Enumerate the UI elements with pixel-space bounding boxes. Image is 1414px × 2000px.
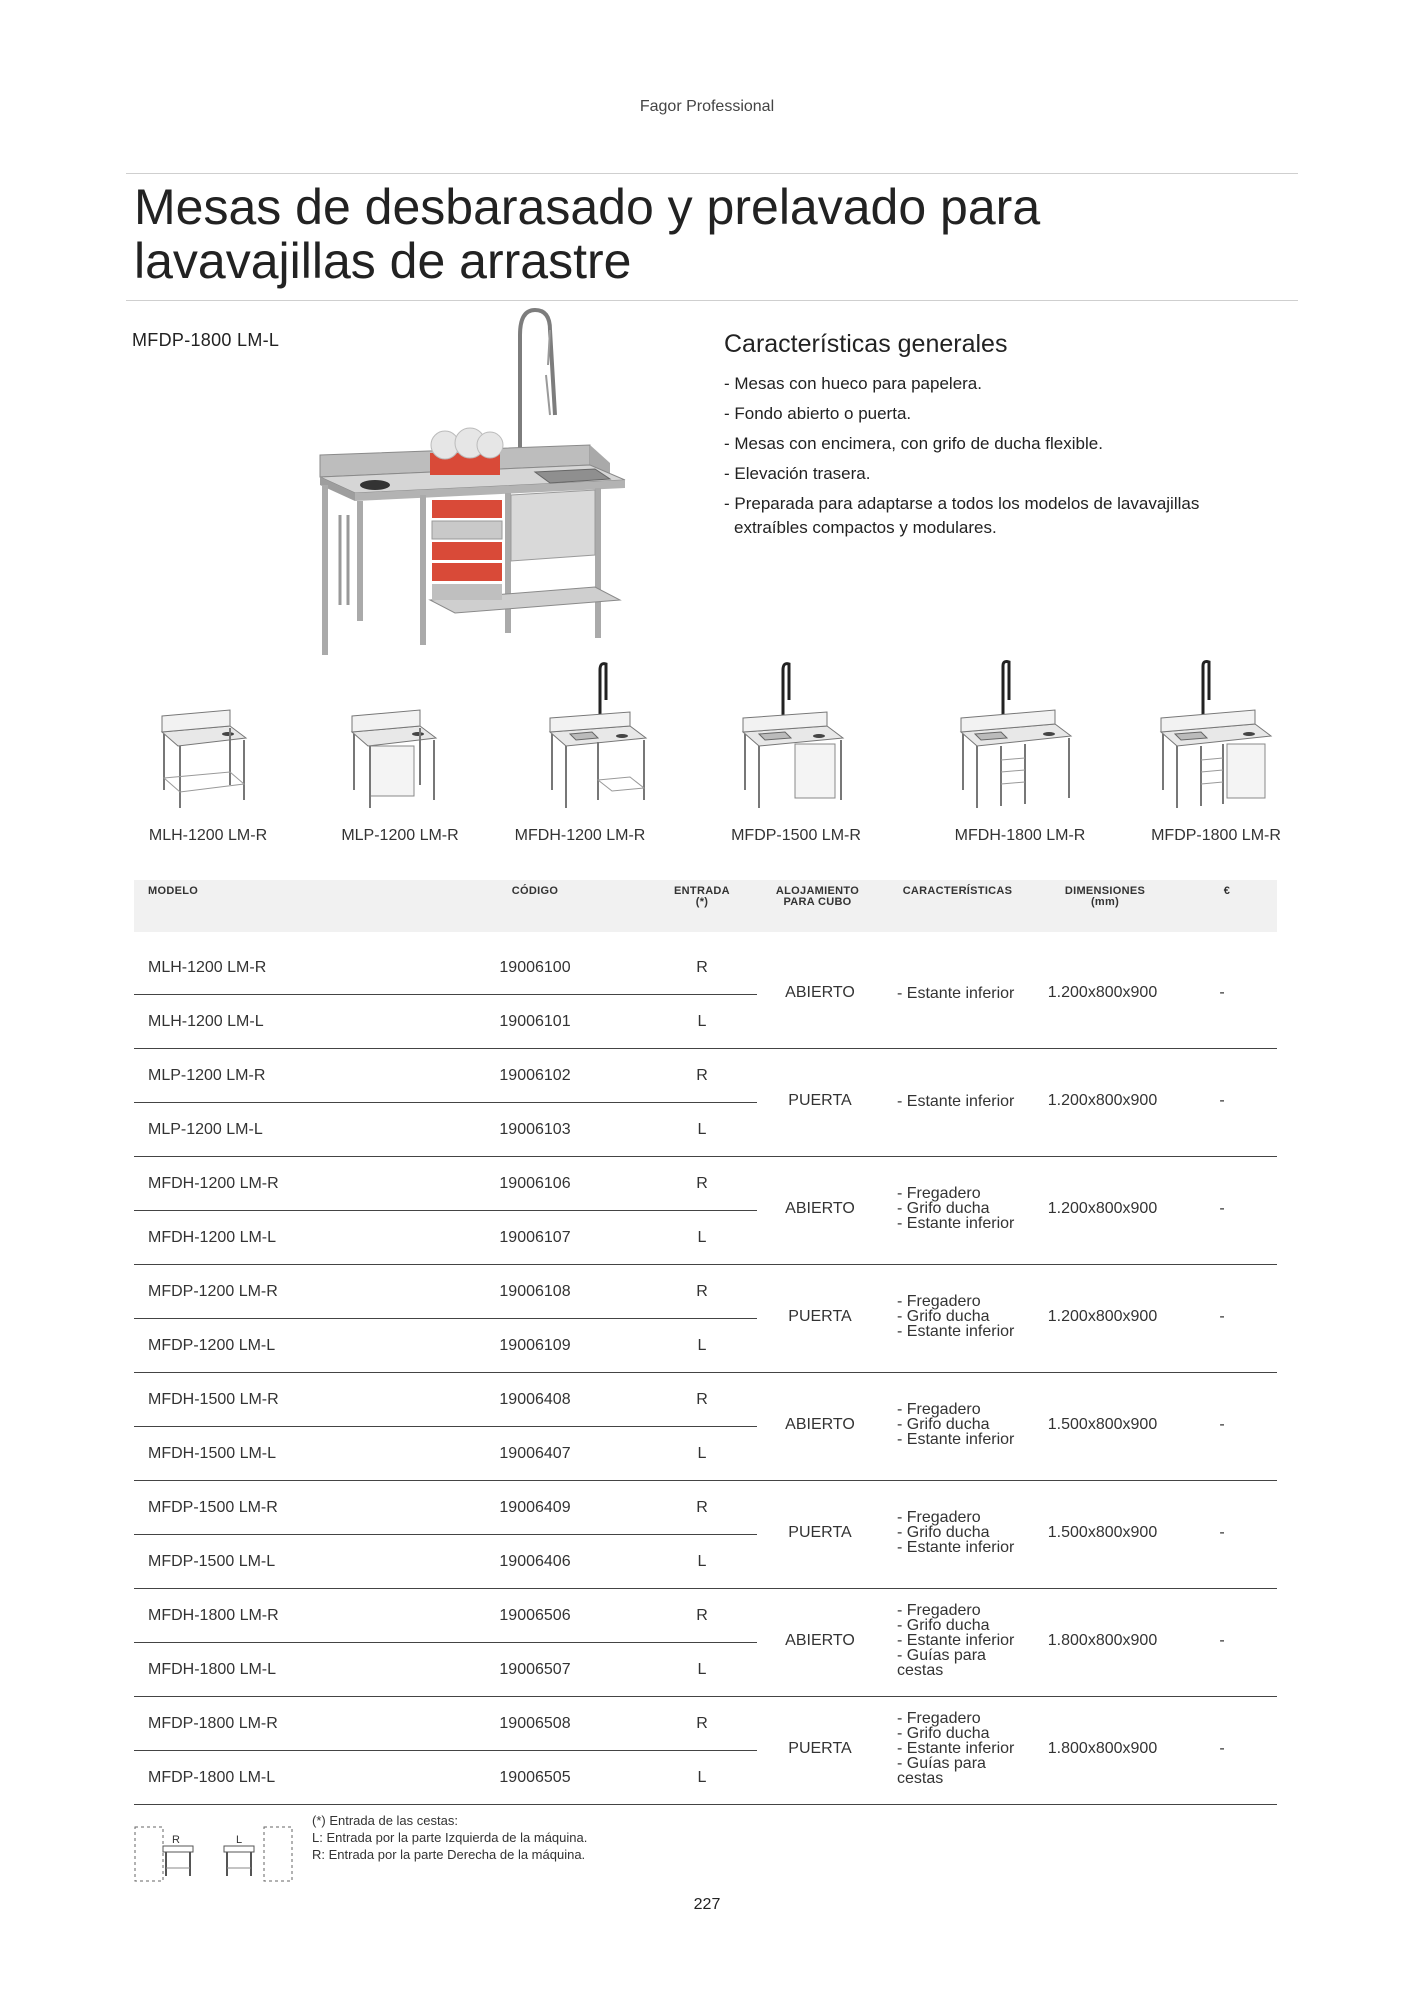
feature-line: - Estante inferior: [897, 1631, 1015, 1649]
row-entry: L: [697, 1661, 707, 1678]
row-entry: R: [696, 1607, 708, 1624]
group-price: -: [1219, 1200, 1225, 1217]
group-divider: [134, 1372, 1277, 1373]
row-entry: R: [696, 1067, 708, 1084]
row-model: MFDH-1800 LM-L: [148, 1661, 277, 1678]
col-header-alojamiento-line-1: ALOJAMIENTO: [775, 885, 860, 897]
row-entry: R: [696, 959, 708, 976]
brand-header: Fagor Professional: [639, 98, 775, 115]
group-price: -: [1219, 984, 1225, 1001]
footnote-title: (*) Entrada de las cestas:: [312, 1813, 458, 1828]
group-price: -: [1219, 1632, 1225, 1649]
group-features: [897, 1711, 1037, 1786]
col-header-dimensiones-line-1: DIMENSIONES: [1064, 885, 1146, 897]
row-model: MFDH-1200 LM-L: [148, 1229, 277, 1246]
row-code: 19006406: [499, 1553, 571, 1570]
feature-line: - Grifo ducha: [897, 1724, 990, 1742]
row-code: 19006101: [499, 1013, 571, 1030]
thumb-label: MFDP-1800 LM-R: [1151, 827, 1281, 844]
row-model: MFDH-1500 LM-R: [148, 1391, 279, 1408]
group-dimensions: 1.500x800x900: [1047, 1416, 1158, 1433]
row-model: MFDP-1200 LM-R: [148, 1283, 278, 1300]
row-model: MFDP-1500 LM-L: [148, 1553, 276, 1570]
row-model: MFDP-1200 LM-L: [148, 1337, 276, 1354]
page-number: 227: [693, 1896, 721, 1913]
feature-line: - Grifo ducha: [897, 1616, 990, 1634]
features-list: [724, 372, 1244, 546]
row-entry: R: [696, 1499, 708, 1516]
row-code: 19006507: [499, 1661, 571, 1678]
page-title-line-1: Mesas de desbarasado y prelavado para: [134, 179, 1041, 235]
feature-item: - Mesas con encimera, con grifo de ducha flexible.: [724, 434, 1103, 453]
feature-line: - Estante inferior: [897, 1430, 1015, 1448]
row-code: 19006102: [499, 1067, 571, 1084]
feature-line: - Fregadero: [897, 1292, 981, 1310]
thumb-mlh-1200-image: [150, 660, 250, 820]
group-housing: ABIERTO: [785, 1416, 855, 1433]
group-dimensions: 1.800x800x900: [1047, 1632, 1158, 1649]
col-header-dimensiones: [1045, 886, 1165, 908]
thumb-mfdh-1200-image: [540, 660, 650, 820]
col-header-modelo: MODELO: [148, 885, 199, 897]
col-header-alojamiento: [760, 886, 875, 908]
row-model: MLP-1200 LM-R: [148, 1067, 266, 1084]
group-price: -: [1219, 1092, 1225, 1109]
thumb-label: MLH-1200 LM-R: [148, 827, 268, 844]
col-header-entrada-line-1: ENTRADA: [674, 885, 730, 897]
row-divider: [134, 1750, 757, 1751]
feature-item: - Mesas con hueco para papelera.: [724, 374, 982, 393]
group-features: [897, 1603, 1037, 1678]
col-header-codigo: CÓDIGO: [511, 885, 559, 897]
row-model: MFDH-1200 LM-R: [148, 1175, 279, 1192]
group-price: -: [1219, 1524, 1225, 1541]
group-features: [897, 1510, 1037, 1555]
page-title-line-2: lavavajillas de arrastre: [134, 233, 632, 289]
thumb-mlp-1200-image: [340, 660, 440, 820]
row-model: MFDH-1800 LM-R: [148, 1607, 279, 1624]
feature-line: - Grifo ducha: [897, 1199, 990, 1217]
row-entry: L: [697, 1013, 707, 1030]
row-model: MFDP-1500 LM-R: [148, 1499, 278, 1516]
row-code: 19006108: [499, 1283, 571, 1300]
diagram-label-r: R: [172, 1834, 180, 1846]
row-entry: R: [696, 1715, 708, 1732]
row-model: MLH-1200 LM-R: [148, 959, 267, 976]
feature-line: - Estante inferior: [897, 1538, 1015, 1556]
feature-line: - Fregadero: [897, 1400, 981, 1418]
feature-line: - Guías para: [897, 1646, 986, 1664]
row-code: 19006109: [499, 1337, 571, 1354]
group-housing: ABIERTO: [785, 1200, 855, 1217]
group-housing: PUERTA: [788, 1308, 852, 1325]
group-divider: [134, 1480, 1277, 1481]
group-dimensions: 1.200x800x900: [1047, 1092, 1158, 1109]
group-divider: [134, 1804, 1277, 1805]
group-dimensions: 1.800x800x900: [1047, 1740, 1158, 1757]
group-housing: PUERTA: [788, 1092, 852, 1109]
feature-line: - Fregadero: [897, 1601, 981, 1619]
col-header-entrada: [652, 886, 752, 908]
row-entry: L: [697, 1445, 707, 1462]
group-price: -: [1219, 1740, 1225, 1757]
row-entry: R: [696, 1283, 708, 1300]
row-code: 19006508: [499, 1715, 571, 1732]
col-header-caracteristicas: CARACTERÍSTICAS: [902, 885, 1013, 897]
diagram-label-l: L: [236, 1834, 243, 1846]
group-price: -: [1219, 1308, 1225, 1325]
col-header-alojamiento-line-2: PARA CUBO: [783, 896, 852, 908]
feature-item: - Preparada para adaptarse a todos los modelos de lavavajillas extraíbles compactos y modulares.: [724, 494, 1200, 537]
row-model: MFDH-1500 LM-L: [148, 1445, 277, 1462]
row-divider: [134, 1534, 757, 1535]
group-dimensions: 1.500x800x900: [1047, 1524, 1158, 1541]
group-housing: ABIERTO: [785, 1632, 855, 1649]
group-divider: [134, 1048, 1277, 1049]
entry-direction-diagram: [134, 1826, 294, 1884]
row-entry: L: [697, 1337, 707, 1354]
group-features: [897, 1294, 1037, 1339]
feature-line: - Grifo ducha: [897, 1415, 990, 1433]
row-entry: R: [696, 1391, 708, 1408]
page-title: [134, 180, 1134, 288]
feature-line: - Estante inferior: [897, 1214, 1015, 1232]
col-header-entrada-line-2: (*): [695, 896, 709, 908]
title-divider: [126, 300, 1298, 301]
group-housing: PUERTA: [788, 1740, 852, 1757]
feature-item: - Fondo abierto o puerta.: [724, 404, 912, 423]
row-code: 19006107: [499, 1229, 571, 1246]
group-divider: [134, 1156, 1277, 1157]
thumb-mfdp-1500-image: [735, 660, 845, 820]
feature-line: - Estante inferior: [897, 1739, 1015, 1757]
feature-line: - Estante inferior: [897, 1322, 1015, 1340]
feature-line: cestas: [897, 1661, 944, 1679]
row-entry: R: [696, 1175, 708, 1192]
row-code: 19006506: [499, 1607, 571, 1624]
row-code: 19006408: [499, 1391, 571, 1408]
feature-item: - Elevación trasera.: [724, 464, 871, 483]
row-divider: [134, 1426, 757, 1427]
row-model: MLP-1200 LM-L: [148, 1121, 263, 1138]
group-divider: [134, 1588, 1277, 1589]
feature-line: - Fregadero: [897, 1184, 981, 1202]
thumb-label: MFDH-1200 LM-R: [514, 827, 646, 844]
features-title: Características generales: [724, 330, 1008, 358]
feature-line: - Grifo ducha: [897, 1523, 990, 1541]
row-model: MFDP-1800 LM-R: [148, 1715, 278, 1732]
row-entry: L: [697, 1553, 707, 1570]
row-code: 19006103: [499, 1121, 571, 1138]
top-divider: [126, 173, 1298, 174]
footnote-line-l: L: Entrada por la parte Izquierda de la máquina.: [312, 1830, 588, 1845]
group-housing: ABIERTO: [785, 984, 855, 1001]
featured-model-label: MFDP-1800 LM-L: [132, 330, 280, 350]
feature-line: cestas: [897, 1769, 944, 1787]
row-code: 19006407: [499, 1445, 571, 1462]
group-dimensions: 1.200x800x900: [1047, 984, 1158, 1001]
group-dimensions: 1.200x800x900: [1047, 1308, 1158, 1325]
thumb-label: MFDH-1800 LM-R: [954, 827, 1086, 844]
row-divider: [134, 1210, 757, 1211]
group-features: [897, 1402, 1037, 1447]
group-features: [897, 1186, 1037, 1231]
row-code: 19006409: [499, 1499, 571, 1516]
group-features: [897, 984, 1037, 1004]
row-entry: L: [697, 1121, 707, 1138]
col-header-dimensiones-line-2: (mm): [1090, 896, 1120, 908]
group-features: [897, 1092, 1037, 1112]
feature-line: - Grifo ducha: [897, 1307, 990, 1325]
feature-line: - Guías para: [897, 1754, 986, 1772]
feature-line: - Fregadero: [897, 1709, 981, 1727]
row-code: 19006106: [499, 1175, 571, 1192]
row-entry: L: [697, 1229, 707, 1246]
group-dimensions: 1.200x800x900: [1047, 1200, 1158, 1217]
row-divider: [134, 1642, 757, 1643]
row-model: MLH-1200 LM-L: [148, 1013, 264, 1030]
row-model: MFDP-1800 LM-L: [148, 1769, 276, 1786]
thumb-label: MLP-1200 LM-R: [341, 827, 459, 844]
thumb-mfdh-1800-image: [955, 660, 1075, 820]
footnote-line-r: R: Entrada por la parte Derecha de la máquina.: [312, 1847, 586, 1862]
group-divider: [134, 1264, 1277, 1265]
group-divider: [134, 1696, 1277, 1697]
row-divider: [134, 994, 757, 995]
row-code: 19006505: [499, 1769, 571, 1786]
row-divider: [134, 1318, 757, 1319]
thumb-label: MFDP-1500 LM-R: [731, 827, 861, 844]
footnote: [312, 1812, 587, 1863]
feature-line: - Estante inferior: [897, 1093, 1015, 1110]
row-divider: [134, 1102, 757, 1103]
row-entry: L: [697, 1769, 707, 1786]
feature-line: - Estante inferior: [897, 985, 1015, 1002]
group-housing: PUERTA: [788, 1524, 852, 1541]
group-price: -: [1219, 1416, 1225, 1433]
feature-line: - Fregadero: [897, 1508, 981, 1526]
col-header-precio: €: [1223, 885, 1231, 897]
row-code: 19006100: [499, 959, 571, 976]
product-hero-image: [310, 305, 640, 665]
thumb-mfdp-1800-image: [1155, 660, 1275, 820]
